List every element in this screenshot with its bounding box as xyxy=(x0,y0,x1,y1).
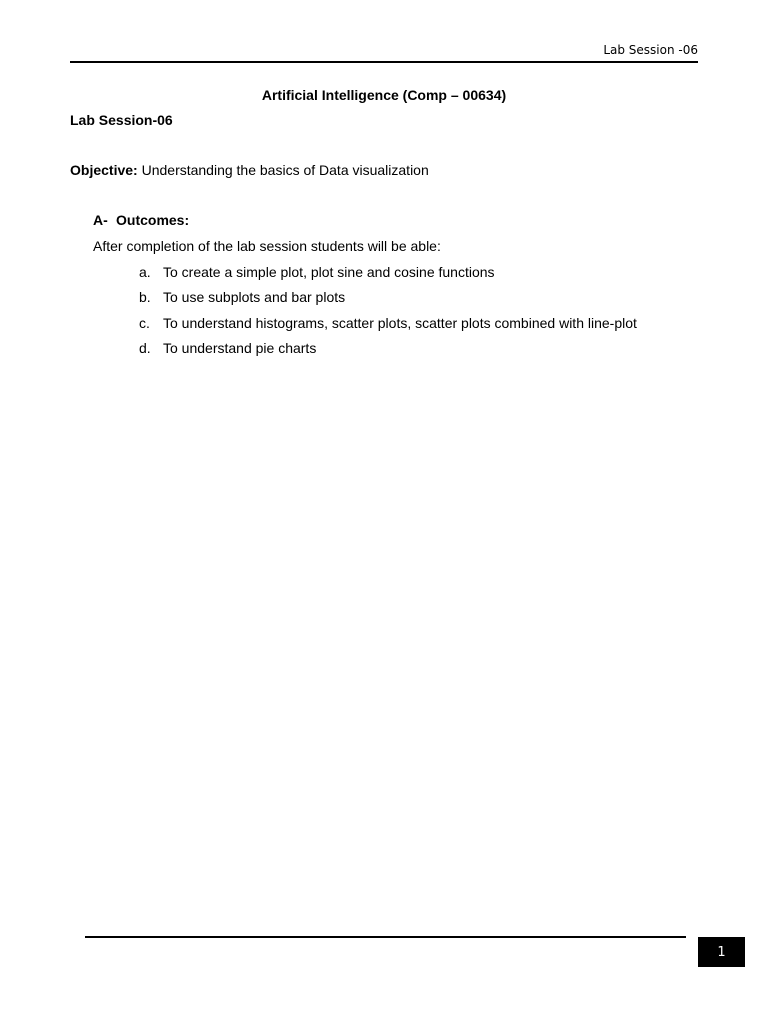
objective xyxy=(70,162,429,178)
objective-text: Understanding the basics of Data visualization xyxy=(141,162,429,178)
outcomes-intro: After completion of the lab session students will be able: xyxy=(93,238,441,254)
outcomes-list xyxy=(139,263,637,364)
list-item xyxy=(139,314,637,339)
list-item-letter: a. xyxy=(139,264,151,280)
list-item xyxy=(139,263,637,288)
list-item-letter: c. xyxy=(139,314,150,331)
outcomes-heading xyxy=(93,212,189,228)
list-item-letter: b. xyxy=(139,289,151,306)
section-heading-text: Outcomes: xyxy=(116,212,190,228)
list-item xyxy=(139,339,637,364)
footer-rule xyxy=(85,936,686,938)
header-rule xyxy=(70,61,698,63)
page-number: 1 xyxy=(698,937,745,967)
list-item-text: To understand histograms, scatter plots, scatter plots combined with line-plot xyxy=(163,314,637,331)
session-title: Lab Session-06 xyxy=(70,112,173,128)
list-item-letter: d. xyxy=(139,339,151,356)
list-item-text: To use subplots and bar plots xyxy=(163,289,346,306)
objective-label: Objective: xyxy=(70,162,138,178)
list-item-text: To understand pie charts xyxy=(163,339,317,356)
list-item-text: To create a simple plot, plot sine and cosine functions xyxy=(163,264,495,280)
course-title: Artificial Intelligence (Comp – 00634) xyxy=(261,87,507,103)
section-marker: A- xyxy=(93,212,108,228)
list-item xyxy=(139,288,637,313)
running-header: Lab Session -06 xyxy=(603,43,698,57)
